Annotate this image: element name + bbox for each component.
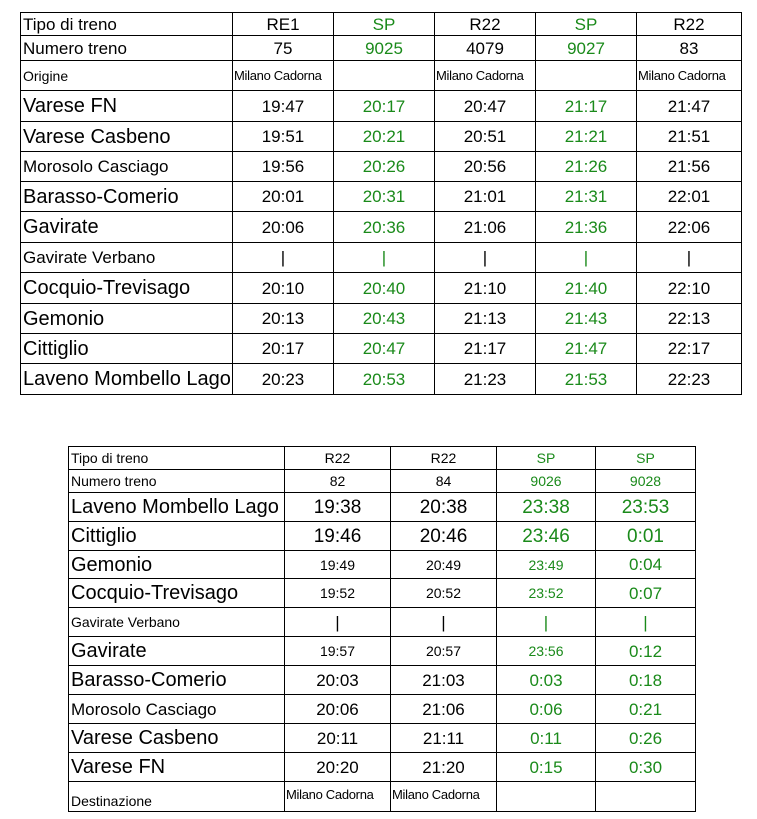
train-number: 9027 xyxy=(536,36,637,61)
departure-time: 21:17 xyxy=(435,334,536,364)
departure-time: 0:11 xyxy=(497,724,596,753)
departure-time: 21:17 xyxy=(536,91,637,122)
table-row xyxy=(21,212,742,243)
table-row xyxy=(69,637,696,666)
train-number: 82 xyxy=(285,470,391,493)
station-name: Varese Casbeno xyxy=(21,122,233,152)
pass-through-mark: | xyxy=(391,608,497,637)
departure-time: 0:03 xyxy=(497,666,596,695)
table-row xyxy=(69,753,696,782)
departure-time: 20:46 xyxy=(391,522,497,551)
table-row xyxy=(69,695,696,724)
station-name: Varese Casbeno xyxy=(69,724,285,753)
departure-time: 22:17 xyxy=(637,334,742,364)
departure-time: 19:47 xyxy=(233,91,334,122)
departure-time: 21:06 xyxy=(391,695,497,724)
station-name: Cittiglio xyxy=(69,522,285,551)
station-name: Varese FN xyxy=(69,753,285,782)
departure-time: 20:51 xyxy=(435,122,536,152)
station-name: Gemonio xyxy=(21,304,233,334)
station-name: Barasso-Comerio xyxy=(21,182,233,212)
departure-time: 19:57 xyxy=(285,637,391,666)
train-number: 9028 xyxy=(596,470,696,493)
destination-station xyxy=(596,782,696,812)
pass-through-mark: | xyxy=(536,243,637,273)
departure-time: 21:26 xyxy=(536,152,637,182)
departure-time: 0:18 xyxy=(596,666,696,695)
departure-time: 20:43 xyxy=(334,304,435,334)
departure-time: 21:56 xyxy=(637,152,742,182)
destination-label: Destinazione xyxy=(69,782,285,812)
departure-time: 21:43 xyxy=(536,304,637,334)
table-row xyxy=(21,182,742,212)
destination-station: Milano Cadorna xyxy=(391,782,497,812)
pass-through-mark: | xyxy=(285,608,391,637)
departure-time: 20:10 xyxy=(233,273,334,304)
departure-time: 22:06 xyxy=(637,212,742,243)
departure-time: 21:20 xyxy=(391,753,497,782)
departure-time: 21:53 xyxy=(536,364,637,395)
station-name: Laveno Mombello Lago xyxy=(69,493,285,522)
station-name: Varese FN xyxy=(21,91,233,122)
departure-time: 0:06 xyxy=(497,695,596,724)
departure-time: 20:21 xyxy=(334,122,435,152)
origin-station: Milano Cadorna xyxy=(233,61,334,91)
departure-time: 20:47 xyxy=(435,91,536,122)
station-name: Cittiglio xyxy=(21,334,233,364)
departure-time: 21:51 xyxy=(637,122,742,152)
train-type: SP xyxy=(596,447,696,470)
departure-time: 22:13 xyxy=(637,304,742,334)
table-row xyxy=(69,551,696,579)
train-type-row xyxy=(21,13,742,36)
table-row xyxy=(69,666,696,695)
table-row xyxy=(21,152,742,182)
table-row xyxy=(69,579,696,608)
train-number-label: Numero treno xyxy=(69,470,285,493)
departure-time: 20:53 xyxy=(334,364,435,395)
departure-time: 20:17 xyxy=(334,91,435,122)
departure-time: 20:13 xyxy=(233,304,334,334)
departure-time: 20:47 xyxy=(334,334,435,364)
station-name: Morosolo Casciago xyxy=(21,152,233,182)
departure-time: 21:40 xyxy=(536,273,637,304)
departure-time: 19:46 xyxy=(285,522,391,551)
departure-time: 20:36 xyxy=(334,212,435,243)
origin-station xyxy=(536,61,637,91)
train-type: SP xyxy=(536,13,637,36)
departure-time: 20:20 xyxy=(285,753,391,782)
station-name: Gavirate xyxy=(21,212,233,243)
timetable-laveno-varese xyxy=(68,446,696,812)
train-type: R22 xyxy=(391,447,497,470)
table-row xyxy=(69,522,696,551)
departure-time: 0:26 xyxy=(596,724,696,753)
train-number: 75 xyxy=(233,36,334,61)
departure-time: 20:17 xyxy=(233,334,334,364)
station-name: Cocquio-Trevisago xyxy=(69,579,285,608)
table-row xyxy=(21,304,742,334)
departure-time: 23:52 xyxy=(497,579,596,608)
departure-time: 19:51 xyxy=(233,122,334,152)
pass-through-mark: | xyxy=(233,243,334,273)
train-type-label: Tipo di treno xyxy=(69,447,285,470)
destination-station xyxy=(497,782,596,812)
departure-time: 0:30 xyxy=(596,753,696,782)
table-row xyxy=(21,91,742,122)
departure-time: 20:26 xyxy=(334,152,435,182)
departure-time: 20:31 xyxy=(334,182,435,212)
train-number-row xyxy=(21,36,742,61)
departure-time: 20:11 xyxy=(285,724,391,753)
departure-time: 21:03 xyxy=(391,666,497,695)
departure-time: 19:49 xyxy=(285,551,391,579)
departure-time: 22:23 xyxy=(637,364,742,395)
table-row xyxy=(21,273,742,304)
station-name: Gavirate xyxy=(69,637,285,666)
departure-time: 20:23 xyxy=(233,364,334,395)
table-row xyxy=(21,334,742,364)
train-number: 4079 xyxy=(435,36,536,61)
station-name: Gemonio xyxy=(69,551,285,579)
departure-time: 20:57 xyxy=(391,637,497,666)
departure-time: 20:03 xyxy=(285,666,391,695)
departure-time: 23:46 xyxy=(497,522,596,551)
departure-time: 21:10 xyxy=(435,273,536,304)
table-row xyxy=(21,243,742,273)
train-type: R22 xyxy=(435,13,536,36)
departure-time: 19:52 xyxy=(285,579,391,608)
departure-time: 0:07 xyxy=(596,579,696,608)
train-type-label: Tipo di treno xyxy=(21,13,233,36)
departure-time: 0:12 xyxy=(596,637,696,666)
departure-time: 19:38 xyxy=(285,493,391,522)
departure-time: 21:23 xyxy=(435,364,536,395)
departure-time: 23:49 xyxy=(497,551,596,579)
train-type: RE1 xyxy=(233,13,334,36)
departure-time: 20:56 xyxy=(435,152,536,182)
origin-row xyxy=(21,61,742,91)
departure-time: 20:06 xyxy=(233,212,334,243)
destination-station: Milano Cadorna xyxy=(285,782,391,812)
station-name: Barasso-Comerio xyxy=(69,666,285,695)
train-type: SP xyxy=(334,13,435,36)
train-type-row xyxy=(69,447,696,470)
departure-time: 0:15 xyxy=(497,753,596,782)
departure-time: 23:56 xyxy=(497,637,596,666)
departure-time: 23:53 xyxy=(596,493,696,522)
table-row xyxy=(69,724,696,753)
train-number: 9025 xyxy=(334,36,435,61)
station-name: Cocquio-Trevisago xyxy=(21,273,233,304)
departure-time: 19:56 xyxy=(233,152,334,182)
departure-time: 20:49 xyxy=(391,551,497,579)
train-type: R22 xyxy=(637,13,742,36)
origin-station: Milano Cadorna xyxy=(435,61,536,91)
departure-time: 22:01 xyxy=(637,182,742,212)
origin-label: Origine xyxy=(21,61,233,91)
timetable-varese-laveno xyxy=(20,12,742,395)
destination-row xyxy=(69,782,696,812)
pass-through-mark: | xyxy=(435,243,536,273)
departure-time: 20:40 xyxy=(334,273,435,304)
table-row xyxy=(21,364,742,395)
departure-time: 20:06 xyxy=(285,695,391,724)
departure-time: 22:10 xyxy=(637,273,742,304)
train-number: 84 xyxy=(391,470,497,493)
departure-time: 21:31 xyxy=(536,182,637,212)
departure-time: 21:11 xyxy=(391,724,497,753)
departure-time: 21:06 xyxy=(435,212,536,243)
departure-time: 0:01 xyxy=(596,522,696,551)
train-type: R22 xyxy=(285,447,391,470)
station-name: Laveno Mombello Lago xyxy=(21,364,233,395)
departure-time: 20:01 xyxy=(233,182,334,212)
pass-through-mark: | xyxy=(334,243,435,273)
departure-time: 23:38 xyxy=(497,493,596,522)
table-row xyxy=(69,493,696,522)
origin-station xyxy=(334,61,435,91)
departure-time: 21:36 xyxy=(536,212,637,243)
station-name: Gavirate Verbano xyxy=(21,243,233,273)
pass-through-mark: | xyxy=(637,243,742,273)
departure-time: 0:21 xyxy=(596,695,696,724)
train-number-label: Numero treno xyxy=(21,36,233,61)
train-number-row xyxy=(69,470,696,493)
departure-time: 21:01 xyxy=(435,182,536,212)
pass-through-mark: | xyxy=(596,608,696,637)
departure-time: 20:52 xyxy=(391,579,497,608)
origin-station: Milano Cadorna xyxy=(637,61,742,91)
train-number: 9026 xyxy=(497,470,596,493)
station-name: Morosolo Casciago xyxy=(69,695,285,724)
departure-time: 20:38 xyxy=(391,493,497,522)
pass-through-mark: | xyxy=(497,608,596,637)
table-row xyxy=(69,608,696,637)
departure-time: 21:47 xyxy=(637,91,742,122)
departure-time: 0:04 xyxy=(596,551,696,579)
departure-time: 21:13 xyxy=(435,304,536,334)
departure-time: 21:47 xyxy=(536,334,637,364)
train-number: 83 xyxy=(637,36,742,61)
departure-time: 21:21 xyxy=(536,122,637,152)
train-type: SP xyxy=(497,447,596,470)
table-row xyxy=(21,122,742,152)
station-name: Gavirate Verbano xyxy=(69,608,285,637)
